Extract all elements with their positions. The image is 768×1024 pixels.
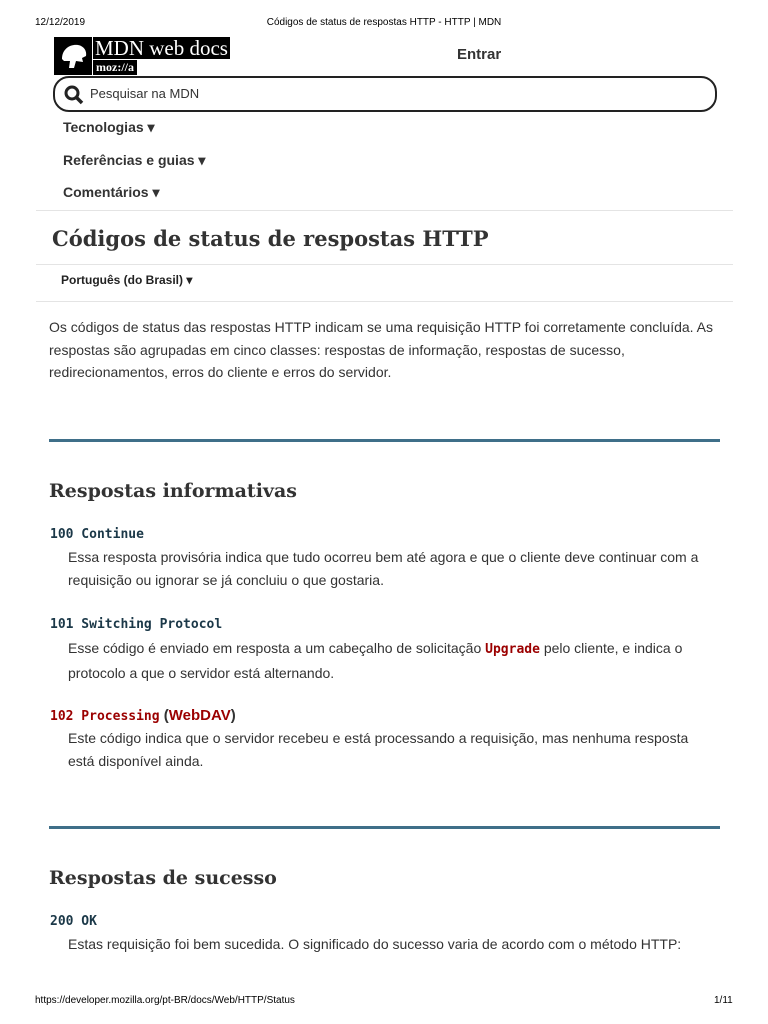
mozilla-logo: moz://a [93, 60, 137, 75]
search-placeholder: Pesquisar na MDN [90, 86, 200, 101]
desc-text: Esse código é enviado em resposta a um cabeçalho de solicitação [68, 640, 486, 656]
status-102-code[interactable]: 102 Processing [50, 709, 160, 724]
print-url: https://developer.mozilla.org/pt-BR/docs/Web/HTTP/Status [35, 995, 295, 1006]
search-icon [64, 85, 84, 105]
status-100[interactable]: 100 Continue [50, 527, 144, 542]
menu-references[interactable]: Referências e guias ▾ [63, 152, 206, 168]
status-102 [50, 707, 236, 724]
webdav-link[interactable]: WebDAV [168, 707, 231, 724]
divider [36, 264, 733, 265]
paren: ) [230, 707, 236, 724]
status-200-desc: Estas requisição foi bem sucedida. O significado do sucesso varia de acordo com o método HTTP: [68, 936, 682, 952]
status-100-desc: Essa resposta provisória indica que tudo ocorreu bem até agora e que o cliente deve continuar com a requisição ou ignorar se já concluiu o que gostaria. [68, 549, 699, 588]
sign-in-link[interactable]: Entrar [457, 46, 502, 63]
page-number: 1/11 [714, 995, 733, 1006]
print-title: Códigos de status de respostas HTTP - HTTP | MDN [266, 17, 502, 28]
intro-paragraph: Os códigos de status das respostas HTTP indicam se uma requisição HTTP foi corretamente concluída. As respostas são agrupadas em cinco classes: respostas de informação, respostas de sucesso, redirecionamentos, erros do cliente e erros do servidor. [49, 319, 714, 380]
section-heading-informational: Respostas informativas [49, 480, 297, 502]
paren: ( [159, 707, 169, 724]
upgrade-header-code[interactable]: Upgrade [485, 642, 540, 657]
menu-technologies[interactable]: Tecnologias ▾ [63, 119, 155, 135]
section-heading-success: Respostas de sucesso [49, 867, 277, 889]
logo-title: MDN web docs [95, 36, 228, 60]
menu-feedback[interactable]: Comentários ▾ [63, 184, 160, 200]
page-title: Códigos de status de respostas HTTP [52, 226, 489, 251]
status-200[interactable]: 200 OK [50, 914, 97, 929]
status-101-desc [68, 637, 718, 684]
divider [36, 210, 733, 211]
desc-text: pelo cliente, e indica o protocolo a que o servidor está alternando. [68, 640, 683, 681]
dinosaur-icon [54, 37, 92, 75]
language-selector[interactable]: Português (do Brasil) ▾ [61, 273, 193, 287]
section-divider [49, 439, 720, 442]
section-divider [49, 826, 720, 829]
status-101[interactable]: 101 Switching Protocol [50, 617, 223, 632]
search-input[interactable] [53, 76, 717, 112]
mdn-logo[interactable] [54, 37, 248, 75]
print-date: 12/12/2019 [35, 17, 86, 28]
divider [36, 301, 733, 302]
status-102-desc: Este código indica que o servidor recebeu e está processando a requisição, mas nenhuma resposta está disponível ainda. [68, 730, 689, 769]
